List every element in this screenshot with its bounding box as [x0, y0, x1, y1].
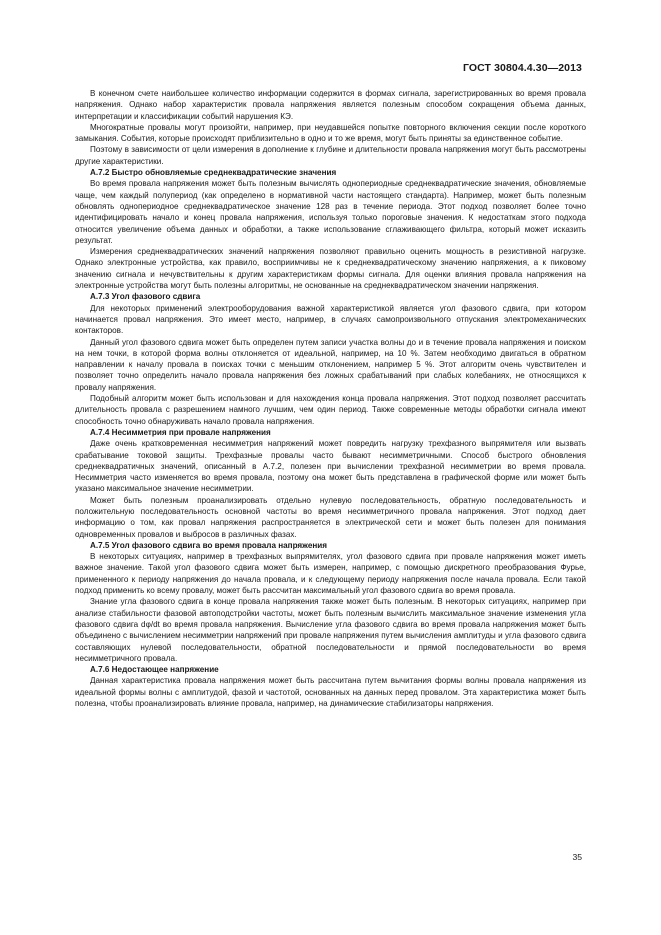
paragraph: Данная характеристика провала напряжения может быть рассчитана путем вычитания формы волны провала напряжения из идеальной формы волны с амплитудой, фазой и частотой, основанных на данных перед провалом. Эта характеристика может быть полезна, чтобы проанализировать влияние провала, например, на динамические стабилизаторы напряжения.	[75, 676, 586, 709]
section-heading: А.7.4 Несимметрия при провале напряжения	[90, 427, 271, 437]
paragraph: Для некоторых применений электрооборудования важной характеристикой является угол фазового сдвига, при котором начинается провал напряжения. Это имеет место, например, в случаях самопроизвольного отпускания электромеханических контакторов.	[75, 303, 586, 336]
section-heading: А.7.3 Угол фазового сдвига	[90, 292, 201, 302]
paragraph: Многократные провалы могут произойти, например, при неудавшейся попытке повторного включения секции после короткого замыкания. События, которые происходят приблизительно в одно и то же время, могут быть приняты за единственное событие.	[75, 122, 586, 144]
paragraph: В некоторых ситуациях, например в трехфазных выпрямителях, угол фазового сдвига при провале напряжения может иметь важное значение. Такой угол фазового сдвига может быть измерен, например, с помощью дискретного преобразования Фурье, примененного к периоду напряжения до начала провала, и к следующему периоду напряжения после начала провала. Если такой подход применить ко всему провалу, может быть рассчитан максимальный угол фазового сдвига во время провала.	[75, 552, 586, 596]
section-heading: А.7.2 Быстро обновляемые среднеквадратические значения	[90, 168, 337, 178]
page-number: 35	[572, 852, 582, 862]
paragraph: Даже очень кратковременная несимметрия напряжений может повредить нагрузку трехфазного выпрямителя или вызвать срабатывание токовой защиты. Трехфазные провалы часто бывают несимметричными. Способ быстрого обновления среднеквадратичных значений, описанный в А.7.2, полезен при вычислении трехфазной несимметрии во время провала. Несимметрия часто изменяется во время провала, поэтому она может быть представлена в графической форме или может быть указано максимальное значение несимметрии.	[75, 439, 586, 494]
paragraph: В конечном счете наибольшее количество информации содержится в формах сигнала, зарегистрированных во время провала напряжения. Однако набор характеристик провала напряжения является полезным способом сокращения объема данных, интерпретации и классификации событий нарушения КЭ.	[75, 89, 586, 121]
paragraph: Во время провала напряжения может быть полезным вычислять однопериодные среднеквадратические значения, обновляемые чаще, чем каждый полупериод (как определено в нормативной части настоящего стандарта). Например, может быть полезным обновлять однопериодное среднеквадратическое значение 128 раз в течение периода. Этот подход позволяет более точно идентифицировать начало и конец провала напряжения, используя только пороговые значения. К недостаткам этого подхода относится увеличение объема данных и обработки, а также использование сглаживающего фильтра, который может исказить результат.	[75, 179, 586, 245]
paragraph: Может быть полезным проанализировать отдельно нулевую последовательность, обратную последовательность и положительную последовательность основной частоты во время несимметричного провала напряжения. Этот подход дает информацию о том, как провал напряжения распространяется в электрической сети и может быть полезен для понимания одновременных провалов и выбросов в различных фазах.	[75, 495, 586, 539]
paragraph: Знание угла фазового сдвига в конце провала напряжения также может быть полезным. В некоторых ситуациях, например при анализе стабильности фазовой автоподстройки частоты, может быть полезным вычислить максимальное значение изменения угла фазового сдвига dφ/dt во время провала напряжения. Вычисление угла фазового сдвига во время провала напряжения может быть объединено с вычислением несимметрии напряжений при провале напряжения путем вычисления амплитуды и угла фазового сдвига составляющих нулевой последовательности, обратной последовательности и прямой последовательности во время несимметричного провала.	[75, 597, 586, 663]
section-heading: А.7.6 Недостающее напряжение	[90, 665, 219, 675]
standard-designation: ГОСТ 30804.4.30—2013	[462, 62, 582, 74]
paragraph: Поэтому в зависимости от цели измерения в дополнение к глубине и длительности провала напряжения могут быть рассмотрены другие характеристики.	[75, 145, 586, 166]
section-heading: А.7.5 Угол фазового сдвига во время провала напряжения	[90, 540, 327, 550]
page-body	[75, 88, 586, 709]
paragraph: Измерения среднеквадратических значений напряжения позволяют правильно оценить мощность в резистивной нагрузке. Однако электронные устройства, как правило, восприимчивы не к среднеквадратическому значению напряжения, а к пиковому значению сигнала и нечувствительны к другим характеристикам формы сигнала. Для оценки влияния провала напряжения на электронные устройства могут быть полезны алгоритмы, не основанные на среднеквадратическом значении напряжения.	[75, 247, 586, 291]
paragraph: Подобный алгоритм может быть использован и для нахождения конца провала напряжения. Этот подход позволяет рассчитать длительность провала с разрешением намного лучшим, чем один период. Также современные методы обработки сигнала имеют способность точно обнаруживать начало провала напряжения.	[75, 394, 586, 426]
paragraph: Данный угол фазового сдвига может быть определен путем записи участка волны до и в течение провала напряжения и поиском на нем точки, в которой форма волны отклоняется от идеальной, например, на 10 %. Затем необходимо двигаться в обратном направлении к началу провала в поисках точки с меньшим отклонением, например 5 %. Этот алгоритм очень чувствителен и позволяет точно определить начало провала напряжения без ложных срабатываний при слабых колебаниях, не относящихся к провалу напряжения.	[75, 337, 586, 392]
